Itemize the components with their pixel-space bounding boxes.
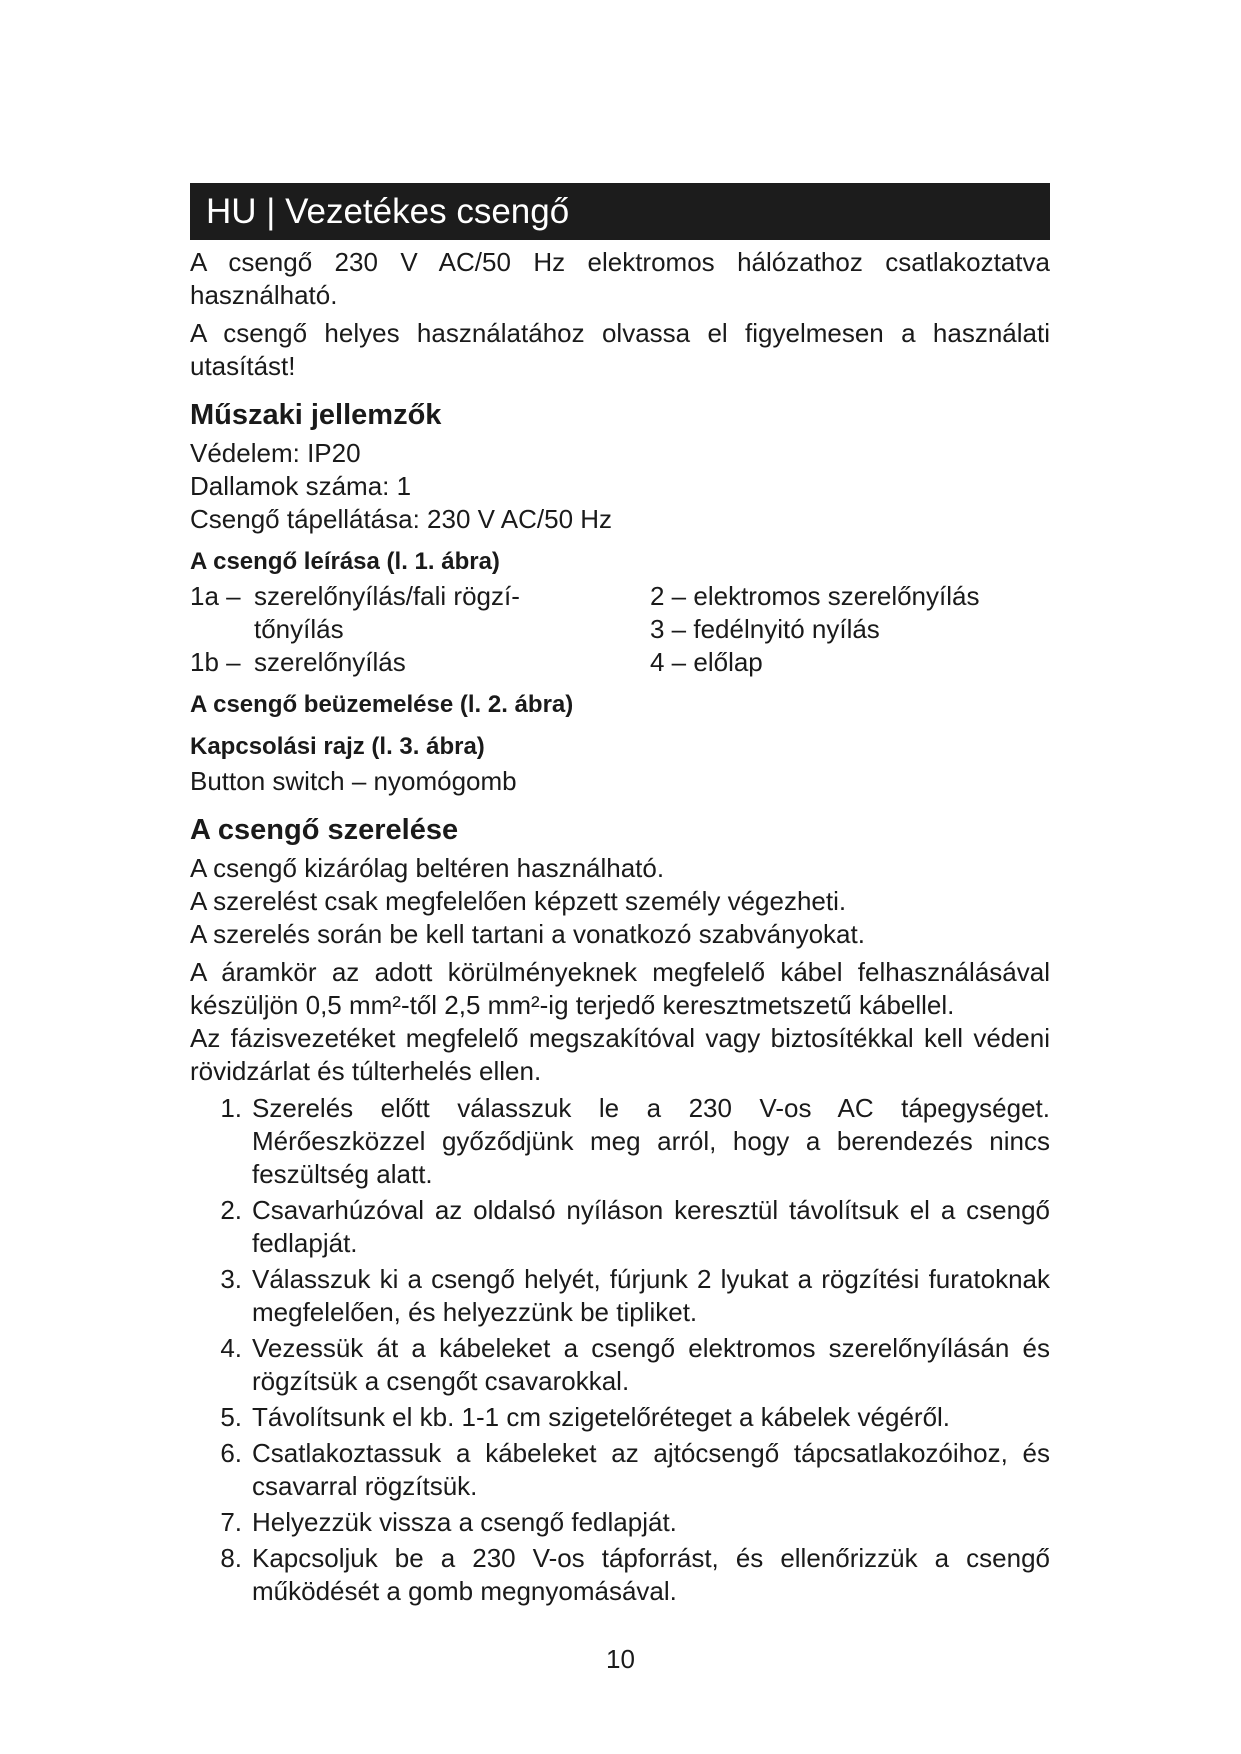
spec-item: Csengő tápellátása: 230 V AC/50 Hz — [190, 504, 613, 534]
step-text: Helyezzük vissza a csengő fedlapját. — [252, 1507, 677, 1537]
label-item: 2 – elektromos szerelőnyílás — [650, 581, 980, 611]
cable-paragraph: A áramkör az adott körülményeknek megfelelő kábel felhasználásával készüljön 0,5 mm²-től 2,5 mm²-ig terjedő keresztmetszetű kábellel. — [190, 957, 1050, 1020]
step-number: 2. — [220, 1195, 242, 1225]
list-item — [190, 1332, 1050, 1398]
step-number: 3. — [220, 1264, 242, 1294]
section-title-bar: HU | Vezetékes csengő — [190, 183, 1050, 240]
phase-paragraph: Az fázisvezetéket megfelelő megszakítóval vagy biztosítékkal kell védeni rövidzárlat és túlterhelés ellen. — [190, 1023, 1050, 1086]
label-value: szerelőnyílás/fali rögzí- — [254, 581, 520, 611]
list-item — [190, 1263, 1050, 1329]
label-key: 1a – — [190, 581, 241, 611]
step-text: Csavarhúzóval az oldalsó nyíláson keresztül távolítsuk el a csengő fedlapját. — [252, 1195, 1050, 1258]
installation-line: A szerelést csak megfelelően képzett személy végezheti. — [190, 886, 847, 916]
step-number: 7. — [220, 1507, 242, 1537]
specs-heading: Műszaki jellemzők — [190, 399, 442, 431]
installation-line: A szerelés során be kell tartani a vonatkozó szabványokat. — [190, 919, 865, 949]
wiring-text: Button switch – nyomógomb — [190, 766, 517, 796]
installation-line: A csengő kizárólag beltéren használható. — [190, 853, 665, 883]
description-heading: A csengő leírása (l. 1. ábra) — [190, 548, 500, 575]
step-text: Vezessük át a kábeleket a csengő elektromos szerelőnyílásán és rögzítsük a csengőt csavarokkal. — [252, 1333, 1050, 1396]
label-continuation: tőnyílás — [254, 614, 344, 644]
wiring-heading: Kapcsolási rajz (l. 3. ábra) — [190, 733, 485, 760]
installation-steps — [190, 1092, 1050, 1608]
description-columns — [190, 580, 1050, 679]
label-row — [190, 580, 650, 613]
label-item: 3 – fedélnyitó nyílás — [650, 614, 880, 644]
page-number: 10 — [606, 1644, 635, 1674]
spec-item: Dallamok száma: 1 — [190, 471, 412, 501]
step-number: 6. — [220, 1438, 242, 1468]
intro-paragraph-2: A csengő helyes használatához olvassa el figyelmesen a használati utasítást! — [190, 318, 1050, 381]
description-left-column — [190, 580, 650, 679]
step-text: Csatlakoztassuk a kábeleket az ajtócsengő tápcsatlakozóihoz, és csavarral rögzítsük. — [252, 1438, 1050, 1501]
list-item — [190, 1506, 1050, 1539]
spec-item: Védelem: IP20 — [190, 438, 361, 468]
step-text: Szerelés előtt válasszuk le a 230 V-os AC tápegységet. Mérőeszközzel győződjünk meg arról, hogy a berendezés nincs feszültség alatt. — [252, 1093, 1050, 1189]
intro-paragraph-1: A csengő 230 V AC/50 Hz elektromos hálózathoz csatlakoztatva használható. — [190, 247, 1050, 310]
list-item — [190, 1092, 1050, 1191]
list-item — [190, 1401, 1050, 1434]
list-item — [190, 1194, 1050, 1260]
installation-heading: A csengő szerelése — [190, 814, 459, 846]
label-row — [190, 646, 650, 679]
step-text: Kapcsoljuk be a 230 V-os tápforrást, és ellenőrizzük a csengő működését a gomb megnyomásával. — [252, 1543, 1050, 1606]
step-number: 4. — [220, 1333, 242, 1363]
list-item — [190, 1437, 1050, 1503]
description-right-column — [650, 580, 1050, 679]
list-item — [190, 1542, 1050, 1608]
step-number: 5. — [220, 1402, 242, 1432]
manual-page — [190, 183, 1050, 1611]
startup-heading: A csengő beüzemelése (l. 2. ábra) — [190, 691, 574, 718]
label-value: szerelőnyílás — [254, 647, 406, 677]
step-text: Válasszuk ki a csengő helyét, fúrjunk 2 lyukat a rögzítési furatoknak megfelelően, és helyezzünk be tipliket. — [252, 1264, 1050, 1327]
step-text: Távolítsunk el kb. 1-1 cm szigetelőréteget a kábelek végéről. — [252, 1402, 951, 1432]
label-key: 1b – — [190, 647, 241, 677]
step-number: 1. — [220, 1093, 242, 1123]
label-item: 4 – előlap — [650, 647, 763, 677]
step-number: 8. — [220, 1543, 242, 1573]
